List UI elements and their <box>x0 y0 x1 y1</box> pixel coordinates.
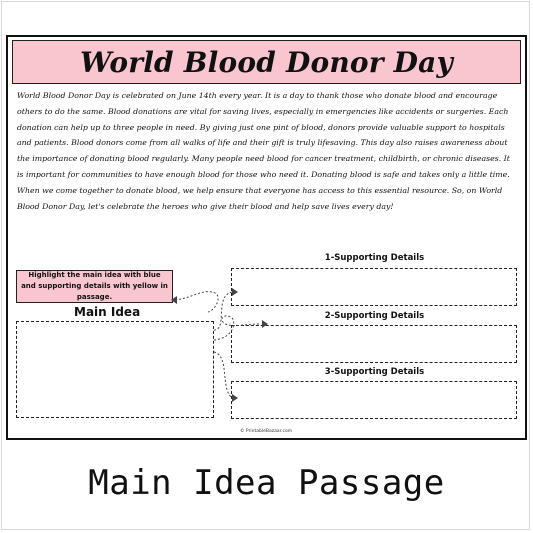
main-idea-answer-box[interactable] <box>16 321 214 418</box>
worksheet-title-bar <box>12 40 521 84</box>
instruction-box <box>16 270 173 303</box>
supporting-detail-2-label: 2-Supporting Details <box>324 311 425 321</box>
footer-caption: Main Idea Passage <box>88 463 445 503</box>
instruction-text: Highlight the main idea with blue and supporting details with yellow in passage. <box>21 271 168 301</box>
worksheet-title: World Blood Donor Day <box>80 45 453 79</box>
supporting-detail-1-label: 1-Supporting Details <box>324 253 425 263</box>
supporting-detail-1-answer-box[interactable] <box>231 268 517 306</box>
supporting-detail-2-answer-box[interactable] <box>231 325 517 363</box>
credit-line: © PrintableBazaar.com <box>240 429 293 434</box>
main-idea-label: Main Idea <box>74 305 141 319</box>
supporting-detail-3-label: 3-Supporting Details <box>324 367 425 377</box>
reading-passage: World Blood Donor Day is celebrated on June 14th every year. It is a day to thank those who donate blood and encourage others to do the same. Blood donations are vital for saving lives, especially in emergencies like accidents or surgeries. Each donation can help up to three people in need. By giving just one pint of blood, donors provide valuable support to hospitals and patients. Blood donors come from all walks of life and their gift is truly lifesaving. This day also raises awareness about the importance of donating blood regularly. Many people need blood for cancer treatment, childbirth, or chronic diseases. It is important for communities to have enough blood for those who need it. Donating blood is safe and takes only a little time. When we come together to donate blood, we help ensure that everyone has access to this essential resource. So, on World Blood Donor Day, let's celebrate the heroes who give their blood and help save lives every day! <box>17 91 510 211</box>
supporting-detail-3-answer-box[interactable] <box>231 381 517 419</box>
